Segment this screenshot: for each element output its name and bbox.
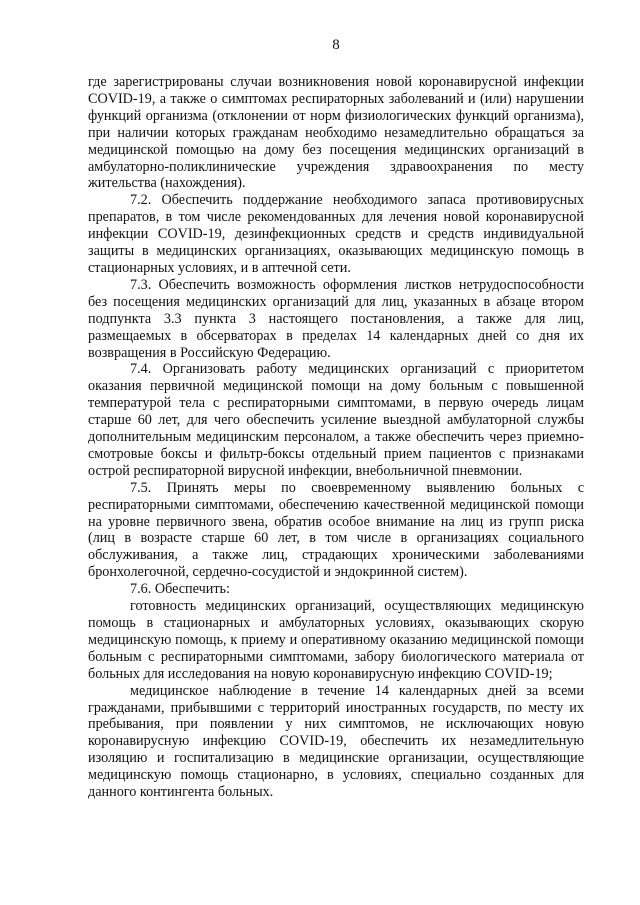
document-page [88,36,584,801]
paragraph-7-6-observation: медицинское наблюдение в течение 14 календарных дней за всеми гражданами, прибывшими с территорий иностранных государств, по месту их пребывания, при появлении у них симптомов, не исключающих новую коронавирусную инфекцию COVID-19, обеспечить их незамедлительную изоляцию и госпитализацию в медицинские организации, осуществляющие медицинскую помощь стационарно, в условиях, специально созданных для данного контингента больных. [88,682,584,801]
paragraph-7-5: 7.5. Принять меры по своевременному выявлению больных с респираторными симптомами, обеспечению качественной медицинской помощи на уровне первичного звена, обратив особое внимание на лиц из групп риска (лиц в возрасте старше 60 лет, в том числе в организациях социального обслуживания, а также лиц, страдающих хроническими заболеваниями бронхолегочной, сердечно-сосудистой и эндокринной систем). [88,479,584,581]
paragraph-7-2: 7.2. Обеспечить поддержание необходимого запаса противовирусных препаратов, в том числе рекомендованных для лечения новой коронавирусной инфекции COVID-19, дезинфекционных средств и средств индивидуальной защиты в медицинских организациях, оказывающих медицинскую помощь в стационарных условиях, и в аптечной сети. [88,192,584,276]
paragraph-7-6-readiness: готовность медицинских организаций, осуществляющих медицинскую помощь в стационарных и амбулаторных условиях, оказывающих скорую медицинскую помощь, к приему и оперативному оказанию медицинской помощи больным с респираторными симптомами, забору биологического материала от больных для исследования на новую коронавирусную инфекцию COVID-19; [88,598,584,682]
paragraph-7-4: 7.4. Организовать работу медицинских организаций с приоритетом оказания первичной медицинской помощи на дому больным с повышенной температурой тела с респираторными симптомами, в первую очередь лицам старше 60 лет, для чего обеспечить усиление выездной амбулаторной службы дополнительным медицинским персоналом, а также обеспечить через приемно-смотровые боксы и фильтр-боксы отдельный прием пациентов с признаками острой респираторной вирусной инфекции, внебольничной пневмонии. [88,361,584,479]
page-number: 8 [332,37,340,53]
paragraph-7-3: 7.3. Обеспечить возможность оформления листков нетрудоспособности без посещения медицинских организаций для лиц, указанных в абзаце втором подпункта 3.3 пункта 3 настоящего постановления, а также для лиц, размещаемых в обсерваторах в пределах 14 календарных дней со дня их возвращения в Российскую Федерацию. [88,276,584,361]
paragraph-continuation: где зарегистрированы случаи возникновения новой коронавирусной инфекции COVID-19, а также о симптомах респираторных заболеваний и (или) нарушении функций организма (отклонении от норм физиологических функций организма), при наличии которых гражданам необходимо незамедлительно обращаться за медицинской помощью на дому без посещения медицинских организаций в амбулаторно-поликлинические учреждения здравоохранения по месту жительства (нахождения). [88,74,584,192]
paragraph-7-6: 7.6. Обеспечить: [130,581,230,598]
